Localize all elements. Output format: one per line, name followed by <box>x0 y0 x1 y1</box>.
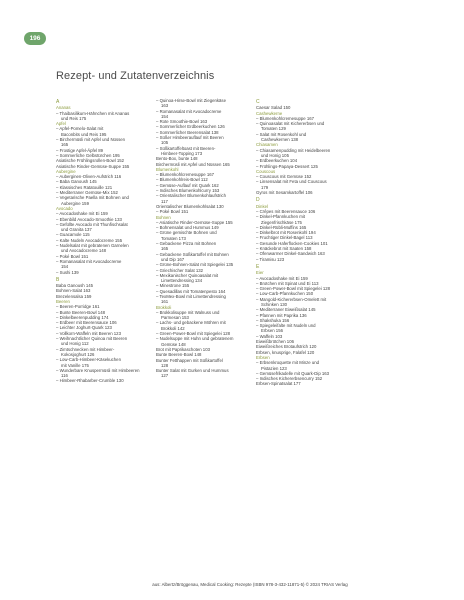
index-entry: – Linsensalat mit Feta und Couscous <box>256 179 327 185</box>
index-entry: – Erbsenkroquette mit Minze und <box>256 360 320 366</box>
copyright-footer: aus: Albertz/Bröggenau, Medical Cooking: Rezepte (ISBN 978-3-432-11871-5) © 2024 TRIAS Verlag <box>152 582 348 587</box>
index-entry: – Fruchtiger Dinkel-Bagel 113 <box>256 235 313 241</box>
index-entry: – Gebackene Süßkartoffel mit Bohnen <box>156 251 229 257</box>
index-entry: – Spiegeleifalte mit Nudeln und <box>256 323 316 329</box>
index-entry: – Süßkartoffeltoast mit Beeren- <box>156 145 216 151</box>
index-column-3 <box>256 98 352 387</box>
index-entry: – Thaibasilikum-Hähnchen mit Ananas <box>56 110 130 116</box>
index-entry: – Zimtschnecken mit Himbeer- <box>56 346 115 352</box>
index-entry: Baba Ganoush 145 <box>56 283 94 289</box>
index-entry: – Blumenkohlreis-Bowl 112 <box>156 177 208 183</box>
index-entry: Ziegenfrischkäse 175 <box>261 219 302 225</box>
index-entry: Himbeer-Topping 173 <box>161 150 203 156</box>
index-entry: und Honig 112 <box>61 341 89 347</box>
index-entry: 154 <box>161 113 169 119</box>
index-entry: – Bohnensalat und Hummus 149 <box>156 225 219 231</box>
index-entry: Brezelensalsa 159 <box>56 293 92 299</box>
index-ingredient-heading: Beeren <box>56 298 70 304</box>
index-entry: – Knäckebrot mit Saaten 158 <box>256 246 312 252</box>
index-entry: – Rote Smoothie-Bowl 163 <box>156 119 208 125</box>
index-entry: – TexMex-Bowl mit Limettendressing <box>156 293 226 299</box>
index-entry: – Mediterraner Gemüse-Mix 152 <box>56 190 118 196</box>
index-entry: 165 <box>161 246 169 252</box>
index-entry: – Apfel-Pomelo-Salat mit <box>56 126 104 132</box>
index-entry: Bohnen-Salat 163 <box>56 288 91 294</box>
index-entry: – Crêpes mit Beerensauce 106 <box>256 208 316 214</box>
index-column-2 <box>156 98 252 387</box>
index-letter-heading: A <box>56 99 60 105</box>
index-entry: Birchermüsli mit Apfel und Nüssen 165 <box>156 161 230 167</box>
index-entry: – Shakshuka 156 <box>256 317 290 323</box>
index-entry: 163 <box>161 103 169 109</box>
index-entry: – Low-Carb-Pfannkuchen 150 <box>256 291 314 297</box>
index-entry: Schinken 130 <box>261 301 288 307</box>
index-entry: – Green-Power-Bowl mit Spiegelei 128 <box>256 286 331 292</box>
index-entry: Eiweißbrötchen 106 <box>256 339 294 345</box>
index-entry: Brot mit Paprikaschoten 103 <box>156 346 210 352</box>
index-entry: – Pfannen mit Paprika 136 <box>256 312 307 318</box>
index-entry: – Poké Bowl 151 <box>56 253 89 259</box>
index-entry: – Klassisches Ratatouille 121 <box>56 184 113 190</box>
index-entry: 116 <box>61 373 68 379</box>
index-ingredient-heading: Blumenkohl <box>156 166 179 172</box>
index-entry: Parmesan 153 <box>161 315 189 321</box>
index-entry: – Mangold-Kichererbsen-Omelett mit <box>256 296 327 302</box>
index-ingredient-heading: Eier <box>256 270 264 276</box>
index-entry: – Gemüse-Auflauf mit Quark 162 <box>156 182 219 188</box>
index-entry: Kokosjoghurt 126 <box>61 351 95 357</box>
index-ingredient-heading: Cashewkerne <box>256 110 283 116</box>
index-entry: – Romanasalat mit Avocadocreme <box>156 108 222 114</box>
index-ingredient-heading: Avocado <box>56 205 73 211</box>
index-entry: – Gemüsefrikadelle mit Quark-Dip 163 <box>256 370 330 376</box>
index-entry: – Baba Ganoush 145 <box>56 179 97 185</box>
index-entry: – Gefüllte Avocado mit Thunfischsalat <box>56 221 128 227</box>
index-entry: mit Vanille 175 <box>61 362 89 368</box>
index-entry: – Himbeer-Rhabarber-Crumble 130 <box>56 378 124 384</box>
index-entry: – Tiramisu 123 <box>256 256 285 262</box>
index-entry: 128 <box>161 362 169 368</box>
index-entry: – Salat mit Rosenkohl und <box>256 131 307 137</box>
index-entry: – Bunte Beeren-Bowl 148 <box>56 309 105 315</box>
index-ingredient-heading: Chiasamen <box>256 142 278 148</box>
page-number-badge: 196 <box>24 32 46 45</box>
index-entry: Bunter Fetthappen mit Süßkartoffel <box>156 357 223 363</box>
index-entry: – Quinoasalat mit Kichererbsen und <box>256 121 325 127</box>
index-entry: – Ofenwarmer Dinkel-Sandwich 163 <box>256 251 325 257</box>
index-entry: – Poké Bowl 151 <box>156 209 189 215</box>
index-entry: – Erdbeerkuchen 104 <box>256 158 298 164</box>
index-entry: Tomaten 129 <box>261 126 286 132</box>
index-entry: Baconbits und Reis 195 <box>61 131 107 137</box>
index-entry: Orientalischer Blumenkohlsalat 130 <box>156 203 224 209</box>
index-entry: Bento-Box, bunte 148 <box>156 156 198 162</box>
index-entry: – Avocadoshake mit Ei 159 <box>256 275 308 281</box>
index-ingredient-heading: Apfel <box>56 121 66 127</box>
index-entry: – Gesunde Haferflocken-Cookies 101 <box>256 240 328 246</box>
index-entry: und Reis 175 <box>61 115 87 121</box>
index-entry: Pistazien 123 <box>261 365 287 371</box>
index-entry: – Birchermüsli mit Apfel und Nüssen <box>56 137 126 143</box>
index-entry: 179 <box>261 184 269 190</box>
index-entry: Gyros mit Sesamkartoffel 106 <box>256 190 313 196</box>
index-column-1 <box>56 98 152 387</box>
index-entry: 154 <box>61 264 69 270</box>
index-letter-heading: E <box>256 263 260 270</box>
index-entry: – Sommerlicher Beerensalat 138 <box>156 129 219 135</box>
index-entry: Erbsen, knusprige, Falafel 120 <box>256 349 315 355</box>
index-entry: – Orientalischer Blumenkohlaufstrich <box>156 193 226 199</box>
index-entry: – Couscous mit Gemüse 152 <box>256 174 312 180</box>
index-entry: – Griechischer Salat 132 <box>156 267 204 273</box>
index-entry: – Beeren-Porridge 161 <box>56 304 100 310</box>
index-entry: 161 <box>161 299 169 305</box>
index-entry: – Dinkel-Pfannkuchen mit <box>256 214 305 220</box>
index-entry: – Lachs- und gebackene Möhren mit <box>156 320 226 326</box>
index-entry: – Waffeln 103 <box>256 333 283 339</box>
index-entry: – Süßer Himbeerauflauf mit Beeren <box>156 135 224 141</box>
index-entry: Limettendressing 134 <box>161 278 203 284</box>
index-entry: – Romanasalat mit Avocadocreme <box>56 258 122 264</box>
index-entry: – Mexikanischer Quinoasalat mit <box>156 272 219 278</box>
index-column-4 <box>356 98 446 387</box>
index-entry: – Grüne gemischte Bohnen und <box>156 230 217 236</box>
index-ingredient-heading: Brokkoli <box>156 304 172 310</box>
index-entry: 127 <box>161 373 169 379</box>
index-entry: – Kalte Nudeln Avocadocreme 155 <box>56 237 123 243</box>
index-entry: – Chiasamenpudding mit Heidelbeeren <box>256 147 331 153</box>
index-ingredient-heading: Dinkel <box>256 203 268 209</box>
index-entry: – Nudelsuppe mit Huhn und gebratenem <box>156 336 234 342</box>
index-entry: – Minestrone 155 <box>156 283 190 289</box>
index-entry: 165 <box>61 142 69 148</box>
index-entry: – Dinkel-Rübli-Muffins 165 <box>256 224 307 230</box>
index-entry: Erbsen 156 <box>261 328 283 334</box>
index-entry: Erbsen-Spinatsalat 177 <box>256 381 301 387</box>
index-entry: – Vollkorn-Waffeln mit Beeren 123 <box>56 330 121 336</box>
index-entry: Gemüse 148 <box>161 341 186 347</box>
index-entry: 105 <box>161 140 169 146</box>
index-entry: Bunter Salat mit Gurken und Hummus <box>156 368 229 374</box>
index-entry: – Indisches Kichererbsencurry 152 <box>256 376 323 382</box>
index-entry: Eiweißreiches Brotaufstrich 120 <box>256 344 317 350</box>
index-entry: – Quesadillas mit Tomatenpesto 164 <box>156 288 226 294</box>
index-letter-heading: B <box>56 276 60 283</box>
index-letter-heading: C <box>256 99 260 105</box>
index-entry: und Granita 137 <box>61 227 92 233</box>
index-entry: – Blumenkohlcremesuppe 167 <box>256 115 315 121</box>
index-entry: – Guacamole 115 <box>56 232 90 238</box>
index-entry: – Mediterraner Eiweißsalat 145 <box>256 307 316 313</box>
index-entry: – Brotchen mit Spinat und Ei 113 <box>256 280 319 286</box>
index-entry: und Avocadocreme 148 <box>61 248 107 254</box>
index-entry: – Vegetarische Paella mit Bohnen und <box>56 195 129 201</box>
index-entry: – Wunderbare Knuspermüsli mit Himbeeren <box>56 367 140 373</box>
index-entry: – Frühlings-Papaya-Dessert 125 <box>256 163 318 169</box>
index-entry: – Grüne-Bohnen-Salat mit Spiegelei 135 <box>156 262 234 268</box>
index-entry: – Sushi 139 <box>56 269 79 275</box>
index-entry: – Blumenkohlcremesuppe 167 <box>156 172 215 178</box>
index-entry: – Gebackene Pizza mit Bohnen <box>156 241 217 247</box>
index-entry: 117 <box>161 198 168 204</box>
index-ingredient-heading: Ananas <box>56 105 71 111</box>
index-ingredient-heading: Couscous <box>256 168 276 174</box>
index-entry: Asiatische Frühlingsrollen-Bowl 152 <box>56 158 125 164</box>
index-entry: – Frostige Apfel-Äpfel 89 <box>56 147 104 153</box>
index-entry: – Sommerlicher Erdbeerkuchen 126 <box>156 124 225 130</box>
index-entry: Aubergine 159 <box>61 200 89 206</box>
index-entry: – Low-Carb-Himbeer-Käsekuchen <box>56 357 121 363</box>
index-entry: – Nudelsalat mit gebratenen Garnelen <box>56 243 129 249</box>
index-entry: – Sommerliche Gelbstürchen 195 <box>56 152 120 158</box>
index-entry: Caesar Salad 150 <box>256 105 291 111</box>
index-entry: – Dinkelbeerenpudding 174 <box>56 314 109 320</box>
index-entry: Tomaten 173 <box>161 235 186 241</box>
index-entry: – Quinoa-Hirse-Bowl mit Ziegenkäse <box>156 98 226 103</box>
index-entry: – Ebenbild Avocado-Smoothie 133 <box>56 216 122 222</box>
page-title: Rezept- und Zutatenverzeichnis <box>56 70 215 82</box>
index-entry: Brokkoli 142 <box>161 325 185 331</box>
index-entry: – Brokkolisuppe mit Walnuss und <box>156 309 220 315</box>
index-entry: – Indisches Blumenkohlcurry 153 <box>156 188 220 194</box>
index-entry: – Dinkelbrot mit Rosenkohl 194 <box>256 230 316 236</box>
index-entry: Asiatische Rinder-Gemüse-Suppe 155 <box>56 163 130 169</box>
index-entry: – Auberginen-Oliven-Aufstrich 116 <box>56 174 122 180</box>
index-letter-heading: D <box>256 197 260 204</box>
index-entry: – Green-Power-Bowl mit Spiegelei 128 <box>156 331 231 337</box>
index-entry: – Erdbeer mit Beerensauce 106 <box>56 320 117 326</box>
index-entry: und Dip 167 <box>161 256 185 262</box>
index-entry: – Asiatische Rinder-Gemüse-Suppe 155 <box>156 219 233 225</box>
index-entry: – Avocadoshake mit Ei 159 <box>56 211 108 217</box>
index-ingredient-heading: Erbsen <box>256 354 270 360</box>
index-entry: und Honig 105 <box>261 152 289 158</box>
index-ingredient-heading: Aubergine <box>56 168 76 174</box>
index-entry: Bunte Beeren-Bowl 148 <box>156 352 202 358</box>
index-entry: – Weihnachtlicher Quinoa mit Beeren <box>56 336 128 342</box>
index-columns <box>56 98 446 387</box>
index-entry: – Leichter Joghurt-Quark 123 <box>56 325 112 331</box>
index-ingredient-heading: Bohnen <box>156 214 171 220</box>
index-entry: Cashewkernen 138 <box>261 137 299 143</box>
